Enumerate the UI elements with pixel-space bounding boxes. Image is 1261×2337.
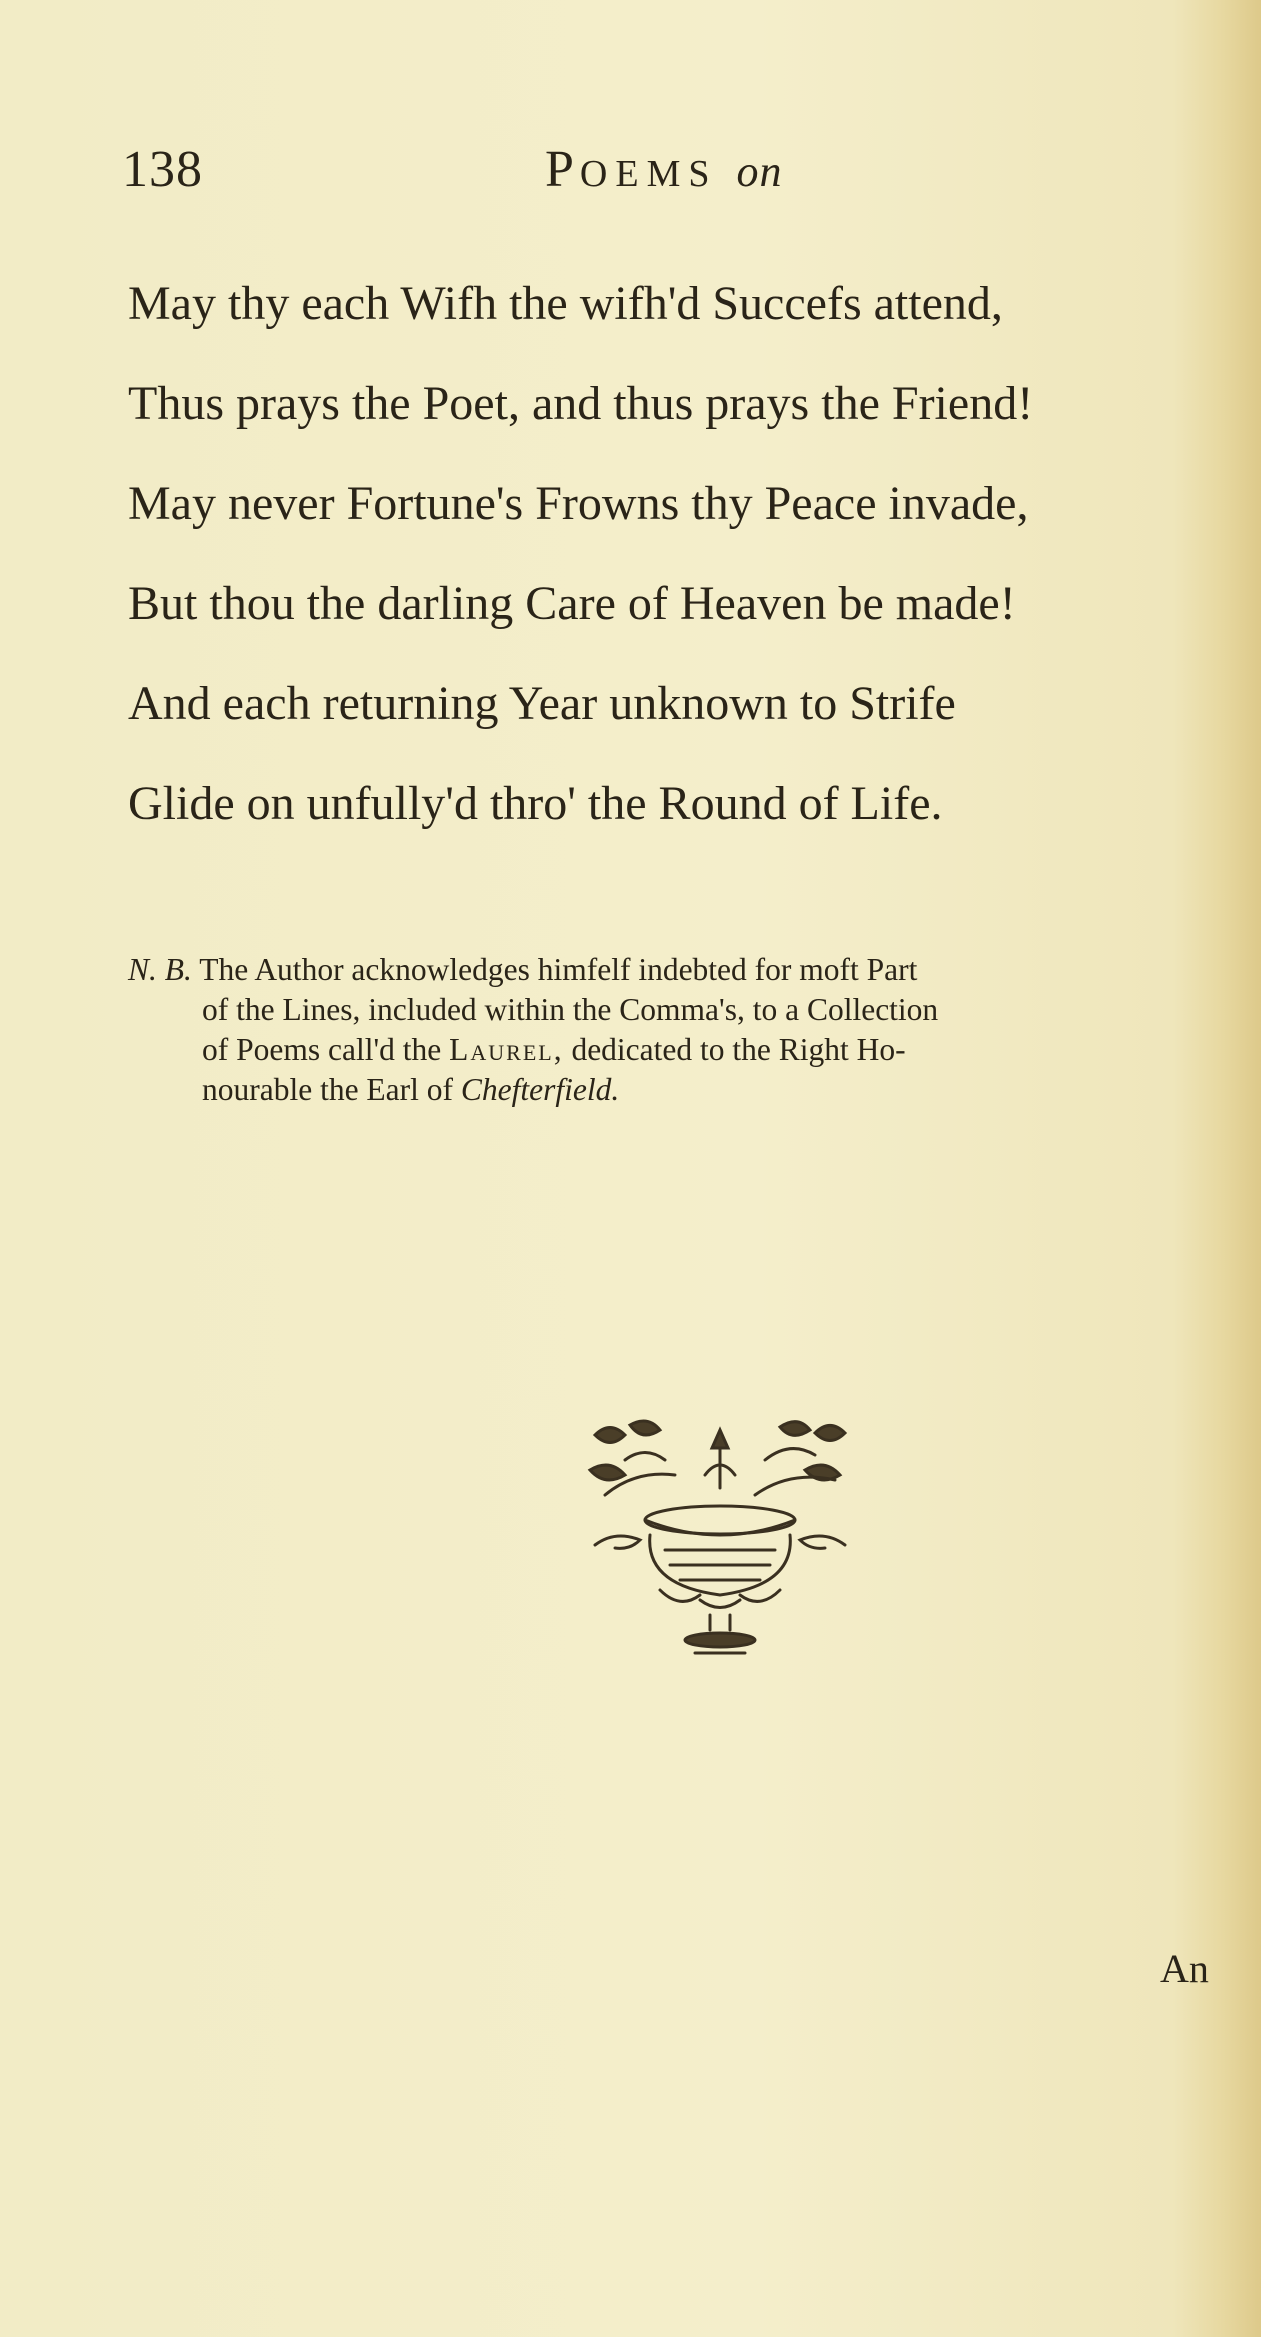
running-head-initial: P	[545, 141, 580, 198]
poem-stanza	[128, 268, 1208, 868]
footnote-line	[128, 950, 1228, 990]
footnote-line	[128, 1030, 1228, 1070]
footnote-smallcaps: Laurel,	[449, 1032, 564, 1067]
footnote-line	[128, 1070, 1228, 1110]
running-head-rest: OEMS	[579, 153, 718, 195]
footnote-text: The Author acknowledges himfelf indebted for moft Part	[199, 952, 918, 987]
footnote-text: dedicated to the Right Ho-	[571, 1032, 906, 1067]
footnote-text: nourable the Earl of	[202, 1072, 454, 1107]
running-head	[545, 140, 783, 199]
footnote-lead: N. B.	[128, 952, 192, 987]
poem-line: But thou the darling Care of Heaven be made!	[128, 577, 1016, 630]
footnote-italic: Chefterfield.	[460, 1072, 620, 1107]
poem-line: May thy each Wifh the wifh'd Succefs attend,	[128, 277, 1003, 330]
floral-urn-ornament-icon	[575, 1415, 865, 1660]
footnote	[128, 950, 1228, 1110]
poem-line: May never Fortune's Frowns thy Peace invade,	[128, 477, 1029, 530]
poem-line: And each returning Year unknown to Strife	[128, 677, 956, 730]
catchword: An	[1160, 1946, 1209, 1991]
running-head-on: on	[736, 147, 783, 196]
footnote-line: of the Lines, included within the Comma's, to a Collection	[202, 992, 939, 1027]
page-number: 138	[122, 141, 203, 198]
poem-line: Glide on unfully'd thro' the Round of Life.	[128, 777, 943, 830]
poem-line: Thus prays the Poet, and thus prays the Friend!	[128, 377, 1034, 430]
footnote-text: of Poems call'd the	[202, 1032, 442, 1067]
